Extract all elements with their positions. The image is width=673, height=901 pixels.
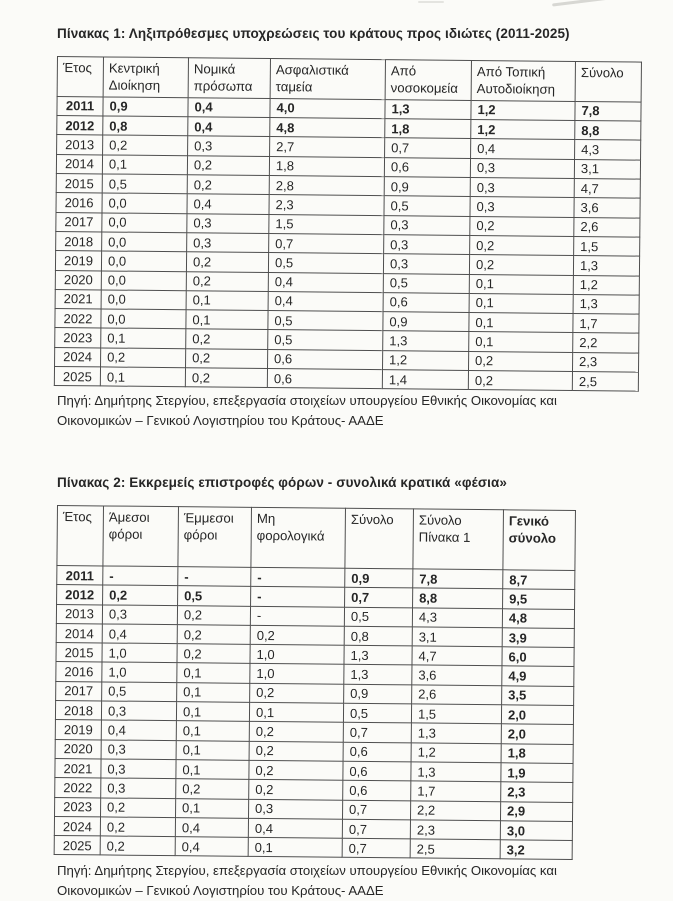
- year-cell: 2023: [55, 797, 101, 817]
- value-cell: 0,4: [188, 98, 270, 118]
- value-cell: 0,5: [344, 607, 412, 627]
- value-cell: 0,5: [268, 330, 383, 350]
- year-cell: 2011: [57, 96, 103, 116]
- value-cell: 1,7: [573, 314, 639, 334]
- value-cell: 1,3: [411, 724, 501, 744]
- value-cell: 0,6: [343, 762, 411, 782]
- year-cell: 2018: [56, 231, 102, 251]
- value-cell: 4,3: [412, 608, 502, 628]
- value-cell: 0,3: [470, 158, 574, 178]
- value-cell: 0,3: [383, 254, 469, 274]
- value-cell: 0,0: [102, 213, 187, 233]
- column-header: Από νοσοκομεία: [385, 60, 471, 101]
- value-cell: 0,0: [101, 270, 186, 290]
- value-cell: 0,5: [384, 196, 470, 216]
- year-cell: 2018: [55, 701, 101, 721]
- value-cell: 2,3: [501, 782, 573, 802]
- value-cell: 0,3: [384, 235, 470, 255]
- value-cell: 0,3: [101, 779, 176, 799]
- value-cell: 0,3: [249, 799, 343, 819]
- value-cell: 0,2: [249, 780, 343, 800]
- value-cell: 1,3: [385, 99, 471, 119]
- value-cell: 0,7: [269, 233, 384, 253]
- value-cell: 4,8: [502, 609, 574, 629]
- value-cell: 3,1: [574, 159, 640, 179]
- value-cell: 9,5: [503, 590, 575, 610]
- year-cell: 2014: [56, 624, 102, 644]
- value-cell: 1,3: [344, 646, 412, 666]
- value-cell: 0,2: [186, 348, 268, 368]
- value-cell: 0,6: [343, 781, 411, 801]
- value-cell: 0,2: [249, 722, 343, 742]
- scan-artifact: [418, 1, 444, 3]
- value-cell: 0,2: [470, 216, 574, 236]
- year-cell: 2013: [57, 135, 103, 155]
- value-cell: 0,6: [267, 369, 382, 389]
- value-cell: 2,8: [269, 176, 384, 196]
- value-cell: 0,9: [345, 569, 413, 589]
- year-cell: 2020: [55, 270, 101, 290]
- value-cell: 0,1: [469, 293, 573, 313]
- value-cell: 8,8: [413, 589, 503, 609]
- value-cell: 0,5: [178, 586, 251, 606]
- column-header: Γενικό σύνολο: [503, 510, 576, 571]
- value-cell: 0,3: [470, 197, 574, 217]
- value-cell: 0,8: [103, 116, 188, 136]
- value-cell: 0,2: [249, 761, 343, 781]
- value-cell: 0,1: [186, 310, 268, 330]
- year-cell: 2017: [56, 682, 102, 702]
- value-cell: 0,2: [177, 625, 250, 645]
- value-cell: 0,3: [188, 136, 270, 156]
- year-cell: 2012: [57, 585, 103, 605]
- value-cell: 3,1: [412, 627, 502, 647]
- value-cell: 2,9: [500, 802, 572, 822]
- value-cell: 0,1: [469, 332, 573, 352]
- column-header: Σύνολο Πίνακα 1: [413, 509, 504, 570]
- year-cell: 2016: [56, 662, 102, 682]
- value-cell: 0,5: [102, 174, 187, 194]
- value-cell: 4,9: [502, 667, 574, 687]
- value-cell: 0,4: [268, 291, 383, 311]
- value-cell: 0,2: [249, 741, 343, 761]
- column-header: Έμμεσοι φόροι: [178, 507, 252, 568]
- value-cell: 0,3: [101, 759, 176, 779]
- value-cell: 0,2: [101, 348, 186, 368]
- value-cell: 2,6: [412, 685, 502, 705]
- value-cell: 0,1: [176, 702, 249, 722]
- value-cell: 1,9: [501, 763, 573, 783]
- value-cell: 0,1: [176, 799, 249, 819]
- value-cell: 0,4: [175, 837, 248, 857]
- year-cell: 2019: [55, 251, 101, 271]
- value-cell: 6,0: [502, 647, 574, 667]
- year-cell: 2023: [55, 328, 101, 348]
- value-cell: 0,9: [384, 177, 470, 197]
- value-cell: 0,2: [100, 817, 175, 837]
- value-cell: 1,2: [383, 350, 469, 370]
- value-cell: 1,5: [574, 236, 640, 256]
- value-cell: 1,0: [250, 664, 344, 684]
- year-cell: 2012: [57, 116, 103, 136]
- value-cell: 0,1: [102, 155, 187, 175]
- table-row: [54, 836, 572, 860]
- value-cell: 0,4: [175, 818, 248, 838]
- value-cell: 0,5: [268, 253, 383, 273]
- scan-artifact: [552, 0, 610, 7]
- value-cell: 4,7: [412, 647, 502, 667]
- value-cell: 0,0: [102, 193, 187, 213]
- value-cell: 0,3: [187, 233, 269, 253]
- value-cell: 0,2: [187, 155, 269, 175]
- value-cell: 2,3: [410, 820, 500, 840]
- value-cell: 4,0: [270, 98, 385, 118]
- value-cell: 2,3: [269, 195, 384, 215]
- value-cell: 0,1: [248, 838, 342, 858]
- value-cell: 0,2: [186, 329, 268, 349]
- value-cell: 0,0: [101, 251, 186, 271]
- value-cell: 2,2: [410, 801, 500, 821]
- column-header: Νομικά πρόσωπα: [188, 58, 270, 99]
- column-header: Σύνολο: [575, 61, 641, 101]
- value-cell: 0,2: [101, 798, 176, 818]
- value-cell: 3,6: [412, 666, 502, 686]
- value-cell: 0,1: [100, 367, 185, 387]
- table1-source: Πηγή: Δημήτρης Στεργίου, επεξεργασία στοιχείων υπουργείου Εθνικής Οικονομίας και Οικονομικών – Γενικού Λογιστηρίου του Κράτους- ΑΑΔΕ: [57, 393, 557, 429]
- value-cell: 0,6: [384, 157, 470, 177]
- column-header: Έτος: [57, 57, 103, 97]
- value-cell: 0,5: [383, 273, 469, 293]
- value-cell: 0,0: [102, 232, 187, 252]
- value-cell: 0,5: [102, 682, 177, 702]
- value-cell: 2,2: [573, 333, 639, 353]
- value-cell: 0,2: [176, 779, 249, 799]
- value-cell: 0,3: [384, 215, 470, 235]
- table2-title: Πίνακας 2: Εκκρεμείς επιστροφές φόρων - συνολικά κρατικά «φέσια»: [57, 475, 508, 491]
- value-cell: -: [178, 567, 251, 587]
- value-cell: 1,8: [385, 119, 471, 139]
- value-cell: 0,7: [343, 723, 411, 743]
- value-cell: -: [251, 587, 345, 607]
- year-cell: 2024: [55, 347, 101, 367]
- value-cell: 0,1: [186, 291, 268, 311]
- table2-header-row: [57, 506, 576, 571]
- table1-tilt-wrapper: [54, 56, 642, 392]
- value-cell: 4,7: [574, 179, 640, 199]
- value-cell: 0,3: [187, 213, 269, 233]
- value-cell: -: [250, 606, 344, 626]
- value-cell: 0,4: [268, 272, 383, 292]
- value-cell: 0,7: [342, 839, 410, 859]
- year-cell: 2019: [55, 720, 101, 740]
- value-cell: 0,2: [186, 271, 268, 291]
- year-cell: 2022: [55, 309, 101, 329]
- value-cell: 0,1: [101, 328, 186, 348]
- value-cell: 0,4: [188, 117, 270, 137]
- table1: [54, 56, 642, 392]
- value-cell: 2,6: [574, 217, 640, 237]
- value-cell: 7,8: [413, 569, 503, 589]
- value-cell: 0,2: [100, 837, 175, 857]
- value-cell: 0,4: [471, 139, 575, 159]
- table2-block: [57, 475, 673, 901]
- value-cell: 2,5: [572, 371, 638, 391]
- value-cell: 0,2: [177, 606, 250, 626]
- year-cell: 2013: [56, 605, 102, 625]
- value-cell: 0,1: [177, 664, 250, 684]
- value-cell: 2,0: [501, 705, 573, 725]
- value-cell: 0,1: [469, 313, 573, 333]
- value-cell: 0,2: [250, 684, 344, 704]
- year-cell: 2024: [54, 817, 100, 837]
- value-cell: 1,3: [344, 665, 412, 685]
- value-cell: 0,2: [470, 235, 574, 255]
- value-cell: 0,2: [187, 175, 269, 195]
- value-cell: 1,3: [383, 331, 469, 351]
- value-cell: -: [103, 566, 178, 586]
- value-cell: 0,4: [248, 819, 342, 839]
- year-cell: 2022: [55, 778, 101, 798]
- table2: [54, 505, 576, 860]
- value-cell: 1,8: [269, 156, 384, 176]
- value-cell: 2,0: [501, 725, 573, 745]
- value-cell: 0,3: [101, 701, 176, 721]
- value-cell: 0,1: [176, 721, 249, 741]
- value-cell: 3,5: [502, 686, 574, 706]
- value-cell: 0,2: [185, 368, 267, 388]
- value-cell: 0,0: [101, 309, 186, 329]
- value-cell: 0,7: [342, 800, 410, 820]
- value-cell: 0,3: [101, 740, 176, 760]
- value-cell: 7,8: [575, 101, 641, 121]
- year-cell: 2021: [55, 759, 101, 779]
- value-cell: 0,1: [176, 741, 249, 761]
- value-cell: 0,4: [187, 194, 269, 214]
- value-cell: 0,1: [469, 274, 573, 294]
- value-cell: 0,2: [468, 370, 572, 390]
- value-cell: 0,0: [101, 290, 186, 310]
- value-cell: 3,9: [502, 628, 574, 648]
- value-cell: 0,2: [103, 586, 178, 606]
- year-cell: 2016: [56, 193, 102, 213]
- value-cell: 0,5: [343, 704, 411, 724]
- value-cell: 0,1: [176, 760, 249, 780]
- value-cell: 0,2: [177, 644, 250, 664]
- table1-block: [57, 26, 673, 431]
- year-cell: 2011: [57, 566, 103, 586]
- value-cell: 4,3: [575, 140, 641, 160]
- value-cell: 1,2: [471, 120, 575, 140]
- value-cell: 0,9: [344, 684, 412, 704]
- value-cell: 1,0: [102, 663, 177, 683]
- column-header: Σύνολο: [345, 509, 414, 570]
- value-cell: 1,2: [411, 743, 501, 763]
- value-cell: 1,5: [269, 214, 384, 234]
- column-header: Από Τοπική Αυτοδιοίκηση: [471, 60, 575, 101]
- value-cell: 0,7: [385, 138, 471, 158]
- value-cell: 0,7: [345, 588, 413, 608]
- value-cell: 0,2: [469, 255, 573, 275]
- value-cell: 3,6: [574, 198, 640, 218]
- year-cell: 2025: [54, 366, 100, 386]
- value-cell: 0,1: [249, 703, 343, 723]
- value-cell: 1,8: [501, 744, 573, 764]
- value-cell: 0,7: [342, 820, 410, 840]
- value-cell: 1,7: [411, 782, 501, 802]
- value-cell: 0,6: [383, 292, 469, 312]
- table1-title: Πίνακας 1: Ληξιπρόθεσμες υποχρεώσεις του κράτους προς ιδιώτες (2011-2025): [57, 26, 570, 41]
- value-cell: 1,3: [573, 294, 639, 314]
- value-cell: 0,4: [101, 721, 176, 741]
- value-cell: 0,2: [186, 252, 268, 272]
- value-cell: 0,2: [469, 351, 573, 371]
- value-cell: 8,7: [503, 570, 575, 590]
- value-cell: 3,2: [500, 840, 572, 860]
- year-cell: 2021: [55, 289, 101, 309]
- value-cell: 1,4: [382, 370, 468, 390]
- value-cell: 0,6: [268, 349, 383, 369]
- value-cell: 0,2: [103, 135, 188, 155]
- table2-source: Πηγή: Δημήτρης Στεργίου, επεξεργασία στοιχείων υπουργείου Εθνικής Οικονομίας και Οικονομικών – Γενικού Λογιστηρίου του Κράτους- ΑΑΔΕ: [57, 862, 557, 898]
- value-cell: 0,8: [344, 627, 412, 647]
- value-cell: 1,2: [471, 100, 575, 120]
- year-cell: 2015: [56, 174, 102, 194]
- year-cell: 2014: [56, 154, 102, 174]
- value-cell: 4,8: [270, 118, 385, 138]
- value-cell: 2,3: [572, 352, 638, 372]
- value-cell: 1,0: [102, 644, 177, 664]
- year-cell: 2015: [56, 643, 102, 663]
- column-header: Έτος: [57, 506, 104, 566]
- table1-header-row: [57, 57, 641, 102]
- value-cell: 3,0: [500, 821, 572, 841]
- value-cell: 2,7: [270, 137, 385, 157]
- column-header: Ασφαλιστικά ταμεία: [270, 59, 385, 100]
- value-cell: 0,2: [250, 626, 344, 646]
- value-cell: 0,1: [177, 683, 250, 703]
- value-cell: 2,5: [410, 839, 500, 859]
- year-cell: 2017: [56, 212, 102, 232]
- column-header: Άμεσοι φόροι: [103, 506, 179, 567]
- value-cell: 8,8: [575, 121, 641, 141]
- table2-tilt-wrapper: [54, 505, 576, 860]
- value-cell: 0,4: [102, 624, 177, 644]
- value-cell: 0,9: [103, 97, 188, 117]
- value-cell: 1,0: [250, 645, 344, 665]
- year-cell: 2025: [54, 836, 100, 856]
- year-cell: 2020: [55, 740, 101, 760]
- column-header: Μη φορολογικά: [251, 508, 346, 569]
- value-cell: 0,3: [102, 605, 177, 625]
- value-cell: 0,3: [470, 178, 574, 198]
- value-cell: -: [251, 568, 345, 588]
- value-cell: 1,3: [573, 256, 639, 276]
- column-header: Κεντρική Διοίκηση: [103, 57, 188, 98]
- value-cell: 1,2: [573, 275, 639, 295]
- value-cell: 0,6: [343, 742, 411, 762]
- value-cell: 0,9: [383, 312, 469, 332]
- value-cell: 1,5: [411, 704, 501, 724]
- value-cell: 0,5: [268, 311, 383, 331]
- value-cell: 1,3: [411, 762, 501, 782]
